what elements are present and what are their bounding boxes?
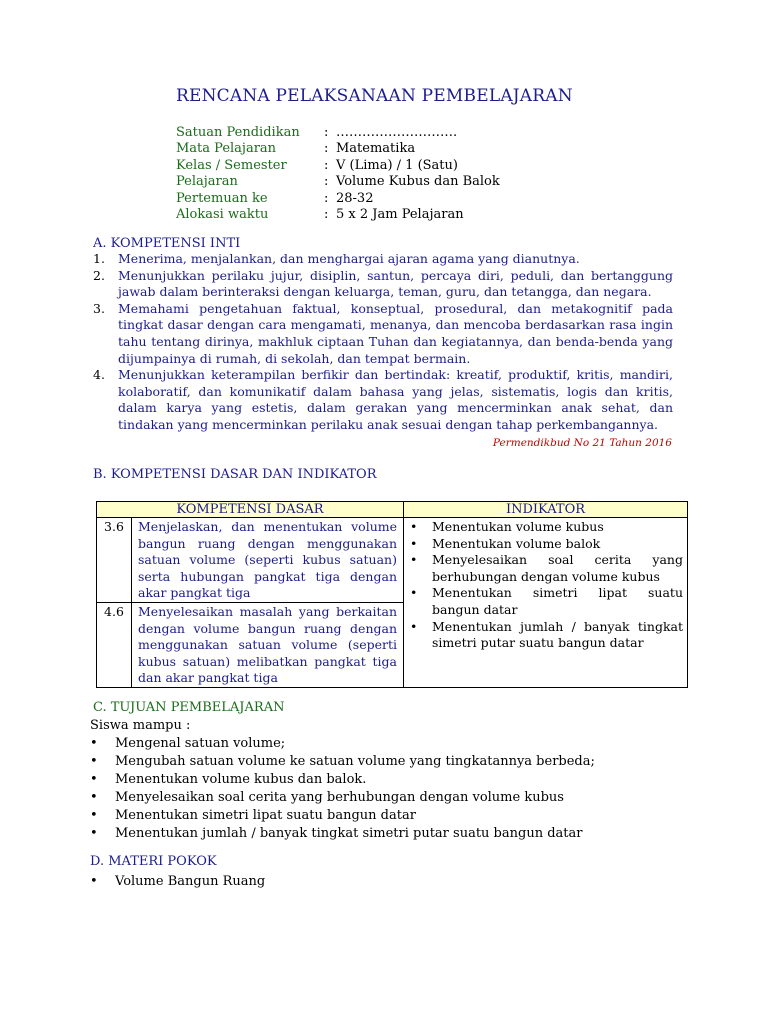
identity-separator: : [324,174,329,190]
indicator-text: Menyelesaikan soal cerita yang berhubungan dengan volume kubus [432,552,683,584]
indicator-text: Menentukan jumlah / banyak tingkat simetri putar suatu bangun datar [432,618,683,651]
identity-value: 28-32 [336,190,374,206]
list-item [90,873,265,891]
list-text: Mengubah satuan volume ke satuan volume yang tingkatannya berbeda; [115,754,595,769]
identity-row [176,191,500,207]
list-text: Mengenal satuan volume; [115,736,286,751]
section-d-heading: D. MATERI POKOK [90,854,217,869]
kd-text: Menjelaskan, dan menentukan volume bangun ruang dengan menggunakan satuan volume (seperti kubus satuan) serta hubungan pangkat tiga dengan akar pangkat tiga [132,518,404,603]
indicator-item [408,585,683,618]
materi-list [90,873,265,891]
list-item [93,367,673,433]
bullet-icon: • [410,552,418,568]
list-item [90,753,595,771]
list-item [90,771,595,789]
list-number: 1. [93,251,105,266]
bullet-icon: • [90,754,98,769]
identity-label: Alokasi waktu [176,206,269,222]
list-item [90,789,595,807]
kd-column-header: KOMPETENSI DASAR [97,502,404,518]
list-item [93,301,673,367]
list-text: Menerima, menjalankan, dan menghargai ajaran agama yang dianutnya. [118,251,580,266]
list-text: Menyelesaikan soal cerita yang berhubungan dengan volume kubus [115,790,564,805]
identity-block [176,125,500,223]
identity-label: Satuan Pendidikan [176,125,300,140]
section-c-heading: C. TUJUAN PEMBELAJARAN [93,700,285,715]
list-number: 3. [93,300,105,316]
identity-value: 5 x 2 Jam Pelajaran [336,206,464,222]
identity-row [176,141,500,157]
bullet-icon: • [410,585,418,601]
bullet-icon: • [90,874,98,889]
bullet-icon: • [90,808,98,823]
indicator-item [408,536,683,553]
identity-value: Matematika [336,141,416,157]
indicator-item [408,519,683,536]
identity-label: Pertemuan ke [176,190,268,206]
tujuan-list [90,717,595,843]
indicator-column-header: INDIKATOR [404,502,688,518]
bullet-icon: • [90,790,98,805]
bullet-icon: • [410,535,418,551]
indicator-item [408,552,683,585]
source-citation: Permendikbud No 21 Tahun 2016 [492,437,672,449]
section-a-heading: A. KOMPETENSI INTI [93,236,241,251]
list-text: Memahami pengetahuan faktual, konseptual, prosedural, dan metakognitif pada tingkat dasar dengan cara mengamati, menanya, dan mencoba berdasarkan rasa ingin tahu tentang dirinya, makhluk ciptaan Tuhan dan kegiatannya, dan benda-benda yang dijumpainya di rumah, di sekolah, dan tempat bermain. [118,300,673,366]
identity-separator: : [324,206,329,222]
list-text: Volume Bangun Ruang [115,874,266,889]
list-lead: Siswa mampu : [90,718,191,733]
list-text: Menentukan simetri lipat suatu bangun datar [115,808,416,823]
identity-separator: : [324,157,329,173]
list-number: 2. [93,267,105,283]
identity-value: Volume Kubus dan Balok [336,174,500,190]
indicator-text: Menentukan volume kubus [432,519,604,534]
indicator-item [408,619,683,652]
identity-label: Pelajaran [176,174,238,190]
identity-label: Kelas / Semester [176,157,287,173]
bullet-icon: • [90,772,98,787]
list-number: 4. [93,367,105,383]
identity-separator: : [324,125,329,140]
indicator-cell [404,518,688,688]
list-text: Menunjukkan keterampilan berfikir dan bertindak: kreatif, produktif, kritis, mandiri, kolaboratif, dan komunikatif dalam bahasa yang jelas, sistematis, logis dan kritis, dalam karya yang estetis, dalam gerakan yang mencerminkan anak sehat, dan tindakan yang mencerminkan perilaku anak sesuai dengan tahap perkembangannya. [118,367,673,432]
table-header-row [97,502,688,518]
list-item [90,735,595,753]
list-text: Menentukan volume kubus dan balok. [115,772,367,787]
bullet-icon: • [90,826,98,841]
indicator-text: Menentukan volume balok [432,535,601,551]
bullet-icon: • [410,618,418,634]
bullet-icon: • [410,519,418,534]
identity-row [176,125,500,141]
kd-number: 3.6 [97,518,132,603]
identity-row [176,207,500,223]
list-text: Menunjukkan perilaku jujur, disiplin, santun, percaya diri, peduli, dan bertanggung jawab dalam berinteraksi dengan keluarga, teman, guru, dan tetangga, dan negara. [118,267,673,300]
indicator-text: Menentukan simetri lipat suatu bangun datar [432,585,683,617]
identity-label: Mata Pelajaran [176,141,277,157]
kd-number: 4.6 [97,602,132,687]
identity-separator: : [324,190,329,206]
list-item [93,268,673,301]
list-text: Menentukan jumlah / banyak tingkat simetri putar suatu bangun datar [115,826,583,841]
section-b-heading: B. KOMPETENSI DASAR DAN INDIKATOR [93,467,377,482]
list-item [90,807,595,825]
kd-text: Menyelesaikan masalah yang berkaitan dengan volume bangun ruang dengan menggunakan satuan volume (seperti kubus satuan) melibatkan pangkat tiga dan akar pangkat tiga [132,602,404,687]
page-title: RENCANA PELAKSANAAN PEMBELAJARAN [176,86,573,106]
identity-value: ………………………. [336,125,458,140]
bullet-icon: • [90,736,98,751]
identity-value: V (Lima) / 1 (Satu) [336,157,458,173]
identity-row [176,158,500,174]
identity-separator: : [324,141,329,157]
identity-row [176,174,500,190]
table-row [97,518,688,603]
list-item [93,251,673,268]
list-item [90,825,595,843]
kompetensi-inti-list [93,251,673,434]
kd-indicator-table [96,501,688,688]
